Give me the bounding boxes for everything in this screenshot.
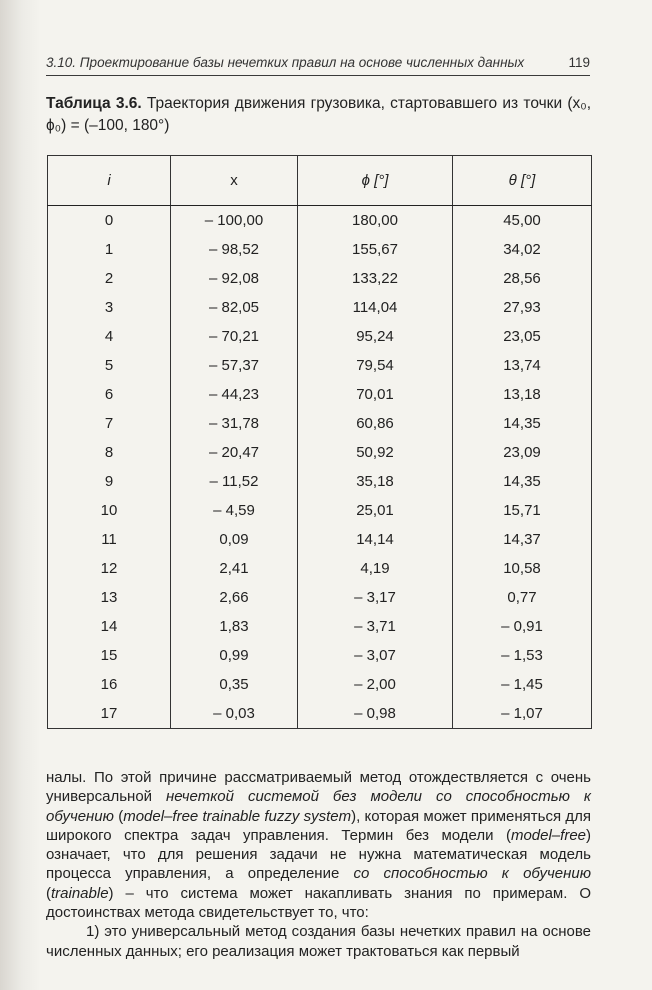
table-cell: 133,22 <box>298 264 453 293</box>
table-cell: 114,04 <box>298 293 453 322</box>
table-caption-label: Таблица 3.6. <box>46 95 142 112</box>
table-cell: 0 <box>48 206 171 236</box>
header-i: i <box>48 156 171 206</box>
table-cell: – 1,45 <box>453 670 592 699</box>
table-cell: 9 <box>48 467 171 496</box>
table-row <box>48 409 592 438</box>
table-row <box>48 525 592 554</box>
table-row <box>48 293 592 322</box>
table-cell: 10,58 <box>453 554 592 583</box>
table-row <box>48 264 592 293</box>
table-row <box>48 351 592 380</box>
table-body <box>48 206 592 729</box>
italic-term: trainable <box>51 884 109 902</box>
table-cell: – 31,78 <box>171 409 298 438</box>
header-theta: θ [°] <box>453 156 592 206</box>
table-cell: – 82,05 <box>171 293 298 322</box>
text-run: ( <box>113 807 124 825</box>
table-cell: 14,37 <box>453 525 592 554</box>
table-cell: 8 <box>48 438 171 467</box>
table-cell: 14,35 <box>453 409 592 438</box>
table-cell: 95,24 <box>298 322 453 351</box>
italic-term: model–free <box>510 826 586 844</box>
table-row <box>48 467 592 496</box>
table-cell: 155,67 <box>298 235 453 264</box>
header-phi: ϕ [°] <box>298 156 453 206</box>
text-run: ( <box>46 884 51 902</box>
italic-term: нечеткой системой без модели со способностью к обучению <box>46 788 591 825</box>
table-cell: 13,74 <box>453 351 592 380</box>
body-paragraph-1 <box>46 768 591 922</box>
table-cell: 16 <box>48 670 171 699</box>
table-cell: – 44,23 <box>171 380 298 409</box>
table-cell: – 70,21 <box>171 322 298 351</box>
body-paragraph-2: 1) это универсальный метод создания базы нечетких правил на основе численных данных; его реализация может трактоваться как первый <box>46 923 591 960</box>
table-row <box>48 322 592 351</box>
table-cell: 13,18 <box>453 380 592 409</box>
table-cell: 14 <box>48 612 171 641</box>
text-run: ) означает, что для решения задачи не нужна математическая модель процесса управления, а определение <box>46 826 591 883</box>
table-caption-text: Траектория движения грузовика, стартовавшего из точки (x₀, ϕ₀) = (–100, 180°) <box>46 95 592 134</box>
table-cell: 14,14 <box>298 525 453 554</box>
table-cell: 23,09 <box>453 438 592 467</box>
body-text <box>46 768 591 961</box>
table-cell: 34,02 <box>453 235 592 264</box>
table-header-row <box>48 156 592 206</box>
table-cell: 13 <box>48 583 171 612</box>
table-row <box>48 554 592 583</box>
table-cell: 28,56 <box>453 264 592 293</box>
trajectory-table <box>47 155 592 729</box>
table-cell: – 3,07 <box>298 641 453 670</box>
table-cell: 0,35 <box>171 670 298 699</box>
table-cell: – 3,17 <box>298 583 453 612</box>
table-cell: 25,01 <box>298 496 453 525</box>
table-cell: 3 <box>48 293 171 322</box>
table-cell: 180,00 <box>298 206 453 236</box>
table-cell: 10 <box>48 496 171 525</box>
table-caption <box>46 93 591 137</box>
table-cell: – 3,71 <box>298 612 453 641</box>
table-cell: 0,99 <box>171 641 298 670</box>
table-cell: 6 <box>48 380 171 409</box>
table-cell: 2 <box>48 264 171 293</box>
running-head-title: 3.10. Проектирование базы нечетких правил на основе численных данных <box>46 55 525 70</box>
table-cell: 23,05 <box>453 322 592 351</box>
text-run: налы. По этой причине рассматриваемый метод отождествляется с очень универсальной <box>46 769 591 806</box>
table-cell: 27,93 <box>453 293 592 322</box>
table-cell: – 11,52 <box>171 467 298 496</box>
table-cell: – 0,03 <box>171 699 298 729</box>
table-cell: 0,09 <box>171 525 298 554</box>
table-cell: 2,41 <box>171 554 298 583</box>
table-cell: 2,66 <box>171 583 298 612</box>
table-cell: 15,71 <box>453 496 592 525</box>
table-row <box>48 583 592 612</box>
table-cell: – 4,59 <box>171 496 298 525</box>
table-cell: 4,19 <box>298 554 453 583</box>
table-cell: – 57,37 <box>171 351 298 380</box>
table-row <box>48 235 592 264</box>
table-cell: – 20,47 <box>171 438 298 467</box>
table-row <box>48 670 592 699</box>
table-cell: 5 <box>48 351 171 380</box>
table-cell: 0,77 <box>453 583 592 612</box>
table-cell: 1 <box>48 235 171 264</box>
table-cell: 4 <box>48 322 171 351</box>
table-cell: – 0,98 <box>298 699 453 729</box>
table-cell: 70,01 <box>298 380 453 409</box>
running-head <box>46 53 590 76</box>
table-cell: 35,18 <box>298 467 453 496</box>
table-row <box>48 206 592 236</box>
table-cell: 45,00 <box>453 206 592 236</box>
table-cell: 12 <box>48 554 171 583</box>
table-cell: – 0,91 <box>453 612 592 641</box>
table-row <box>48 699 592 729</box>
italic-term: model–free trainable fuzzy system <box>123 807 352 825</box>
text-run: ), которая может применяться для широкого спектра задач управления. Термин без модели ( <box>46 807 591 844</box>
table-row <box>48 496 592 525</box>
table-cell: 17 <box>48 699 171 729</box>
table-cell: – 1,07 <box>453 699 592 729</box>
table-cell: – 98,52 <box>171 235 298 264</box>
table-cell: 60,86 <box>298 409 453 438</box>
table-row <box>48 641 592 670</box>
table-cell: – 100,00 <box>171 206 298 236</box>
table-cell: 7 <box>48 409 171 438</box>
table-cell: – 2,00 <box>298 670 453 699</box>
header-x: x <box>171 156 298 206</box>
table-cell: 50,92 <box>298 438 453 467</box>
table-cell: 11 <box>48 525 171 554</box>
table-cell: 79,54 <box>298 351 453 380</box>
table-row <box>48 612 592 641</box>
table-cell: 14,35 <box>453 467 592 496</box>
table-cell: 1,83 <box>171 612 298 641</box>
table-cell: 15 <box>48 641 171 670</box>
table-row <box>48 438 592 467</box>
italic-term: со способностью к обучению <box>353 865 591 883</box>
table-cell: – 92,08 <box>171 264 298 293</box>
table-row <box>48 380 592 409</box>
text-run: ) – что система может накапливать знания по примерам. О достоинствах метода свидетельствует то, что: <box>46 884 591 922</box>
table-cell: – 1,53 <box>453 641 592 670</box>
page-number: 119 <box>568 55 590 70</box>
